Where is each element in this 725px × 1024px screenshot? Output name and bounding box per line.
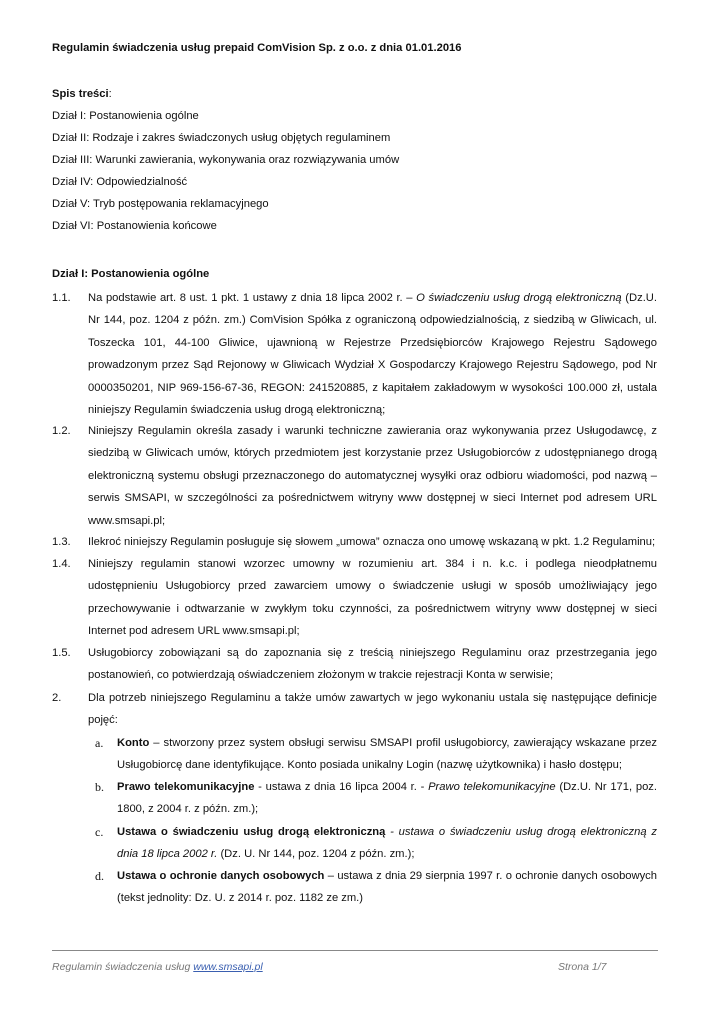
toc-heading-label: Spis treści [52,88,109,100]
footer-link[interactable]: www.smsapi.pl [193,961,263,973]
clause-number: 2. [52,692,62,704]
clause-text: Dla potrzeb niniejszego Regulaminu a także umów zawartych w jego wykonaniu ustala się następujące definicje pojęć: [88,692,657,727]
clause-1-5 [52,642,657,687]
definition-term: Konto [117,737,150,749]
definition-c [95,821,657,866]
toc-item-4: Dział IV: Odpowiedzialność [52,176,188,188]
clause-text: Niniejszy regulamin stanowi wzorzec umowny w rozumieniu art. 384 i n. k.c. i podlega nieodpłatnemu udostępnieniu Usługobiorcy przed zawarciem umowy o świadczenie usługi w sposób umożliwiający jego przechowywanie i odtwarzanie w zwykłym toku czynności, za pośrednictwem witryny www dostępnej w sieci Internet pod adresem URL www.smsapi.pl; [88,558,657,638]
definition-rest: – stworzony przez system obsługi serwisu SMSAPI profil usługobiorcy, zawierający wskazane przez Usługobiorcę dane identyfikujące. Konto posiada unikalny Login (nazwę użytkownika) i hasło dostępu; [117,737,657,772]
definition-rest-2: (Dz.U. Nr 171, poz. 1800, z 2004 r. z późn. zm.); [117,781,657,816]
clause-1-4 [52,553,657,643]
toc-item-3: Dział III: Warunki zawierania, wykonywania oraz rozwiązywania umów [52,154,400,166]
clause-1-3 [52,531,657,553]
definition-italic: Prawo telekomunikacyjne [428,781,556,793]
section-heading: Dział I: Postanowienia ogólne [52,268,210,280]
definition-letter: d. [95,869,104,883]
definition-rest: - ustawa z dnia 16 lipca 2004 r. - [254,781,429,793]
footer-left [52,961,263,973]
toc-heading-colon: : [108,88,112,100]
definition-term: Prawo telekomunikacyjne [117,781,255,793]
clause-text: Ilekroć niniejszy Regulamin posługuje się słowem „umowa” oznacza ono umowę wskazaną w pkt. 1.2 Regulaminu; [88,536,656,548]
clause-text-italic: O świadczeniu usług drogą elektroniczną [416,292,622,304]
clause-number: 1.3. [52,536,71,548]
clause-2 [52,687,657,732]
clause-1-1 [52,287,657,421]
definition-letter: b. [95,780,104,794]
document-title: Regulamin świadczenia usług prepaid ComVision Sp. z o.o. z dnia 01.01.2016 [52,42,462,54]
clause-text: Niniejszy Regulamin określa zasady i warunki techniczne zawierania oraz wykonywania przez Usługodawcę, z siedzibą w Gliwicach umów, których przedmiotem jest korzystanie przez Usługobiorców z udostępnianego drogą elektroniczną systemu obsługi przeznaczonego do automatycznej wysyłki oraz odbioru wiadomości, pod nazwą – serwis SMSAPI, w szczególności za pośrednictwem witryny www dostępnej w sieci Internet pod adresem URL www.smsapi.pl; [88,425,657,527]
definition-term: Ustawa o ochronie danych osobowych [117,870,325,882]
toc-item-5: Dział V: Tryb postępowania reklamacyjnego [52,198,269,210]
clause-text-part: (Dz.U. Nr 144, poz. 1204 z późn. zm.) ComVision Spółka z ograniczoną odpowiedzialnością, z siedzibą w Gliwicach, ul. Toszecka 101, 44-100 Gliwice, ujawnioną w Rejestrze Przedsiębiorców Krajowego Rejestru Sądowego prowadzonym przez Sąd Rejonowy w Gliwicach Wydział X Gospodarczy Krajowego Rejestru Sądowego, pod Nr 0000350201, NIP 969-156-67-36, REGON: 241520885, z kapitałem zakładowym w wysokości 100.000 zł, ustala niniejszy Regulamin świadczenia usług drogą elektroniczną; [88,292,657,417]
page-number: Strona 1/7 [558,961,607,973]
definition-italic: - ustawa o świadczeniu usług drogą elektroniczną z dnia 18 lipca 2002 r. [117,826,657,861]
definition-term: Ustawa o świadczeniu usług drogą elektroniczną [117,826,386,838]
clause-number: 1.4. [52,558,71,570]
clause-text-part: Na podstawie art. 8 ust. 1 pkt. 1 ustawy z dnia 18 lipca 2002 r. – [88,292,417,304]
definition-a [95,732,657,777]
definition-d [95,865,657,910]
definition-text [117,821,657,866]
clause-1-2 [52,420,657,532]
clause-number: 1.1. [52,292,71,304]
footer-left-text: Regulamin świadczenia usług [52,961,194,973]
definition-rest-2: (Dz. U. Nr 144, poz. 1204 z późn. zm.); [217,848,415,861]
footer-divider [52,950,658,951]
clause-text: Usługobiorcy zobowiązani są do zapoznania się z treścią niniejszego Regulaminu oraz przestrzegania jego postanowień, co potwierdzają oświadczeniem złożonym w trakcie rejestracji Konta w serwisie; [88,647,657,682]
toc-heading [52,88,112,100]
toc-item-2: Dział II: Rodzaje i zakres świadczonych usług objętych regulaminem [52,132,391,144]
definition-text [117,776,657,821]
definition-rest: – ustawa z dnia 29 sierpnia 1997 r. o ochronie danych osobowych (tekst jednolity: Dz. U. z 2014 r. poz. 1182 ze zm.) [117,870,657,905]
definition-letter: a. [95,736,104,750]
definition-letter: c. [95,825,104,839]
toc-item-6: Dział VI: Postanowienia końcowe [52,220,217,232]
definition-b [95,776,657,821]
definition-text [117,865,657,910]
clause-text [88,287,657,421]
clause-number: 1.5. [52,647,71,659]
clause-number: 1.2. [52,425,71,437]
toc-item-1: Dział I: Postanowienia ogólne [52,110,199,122]
definition-text [117,732,657,777]
